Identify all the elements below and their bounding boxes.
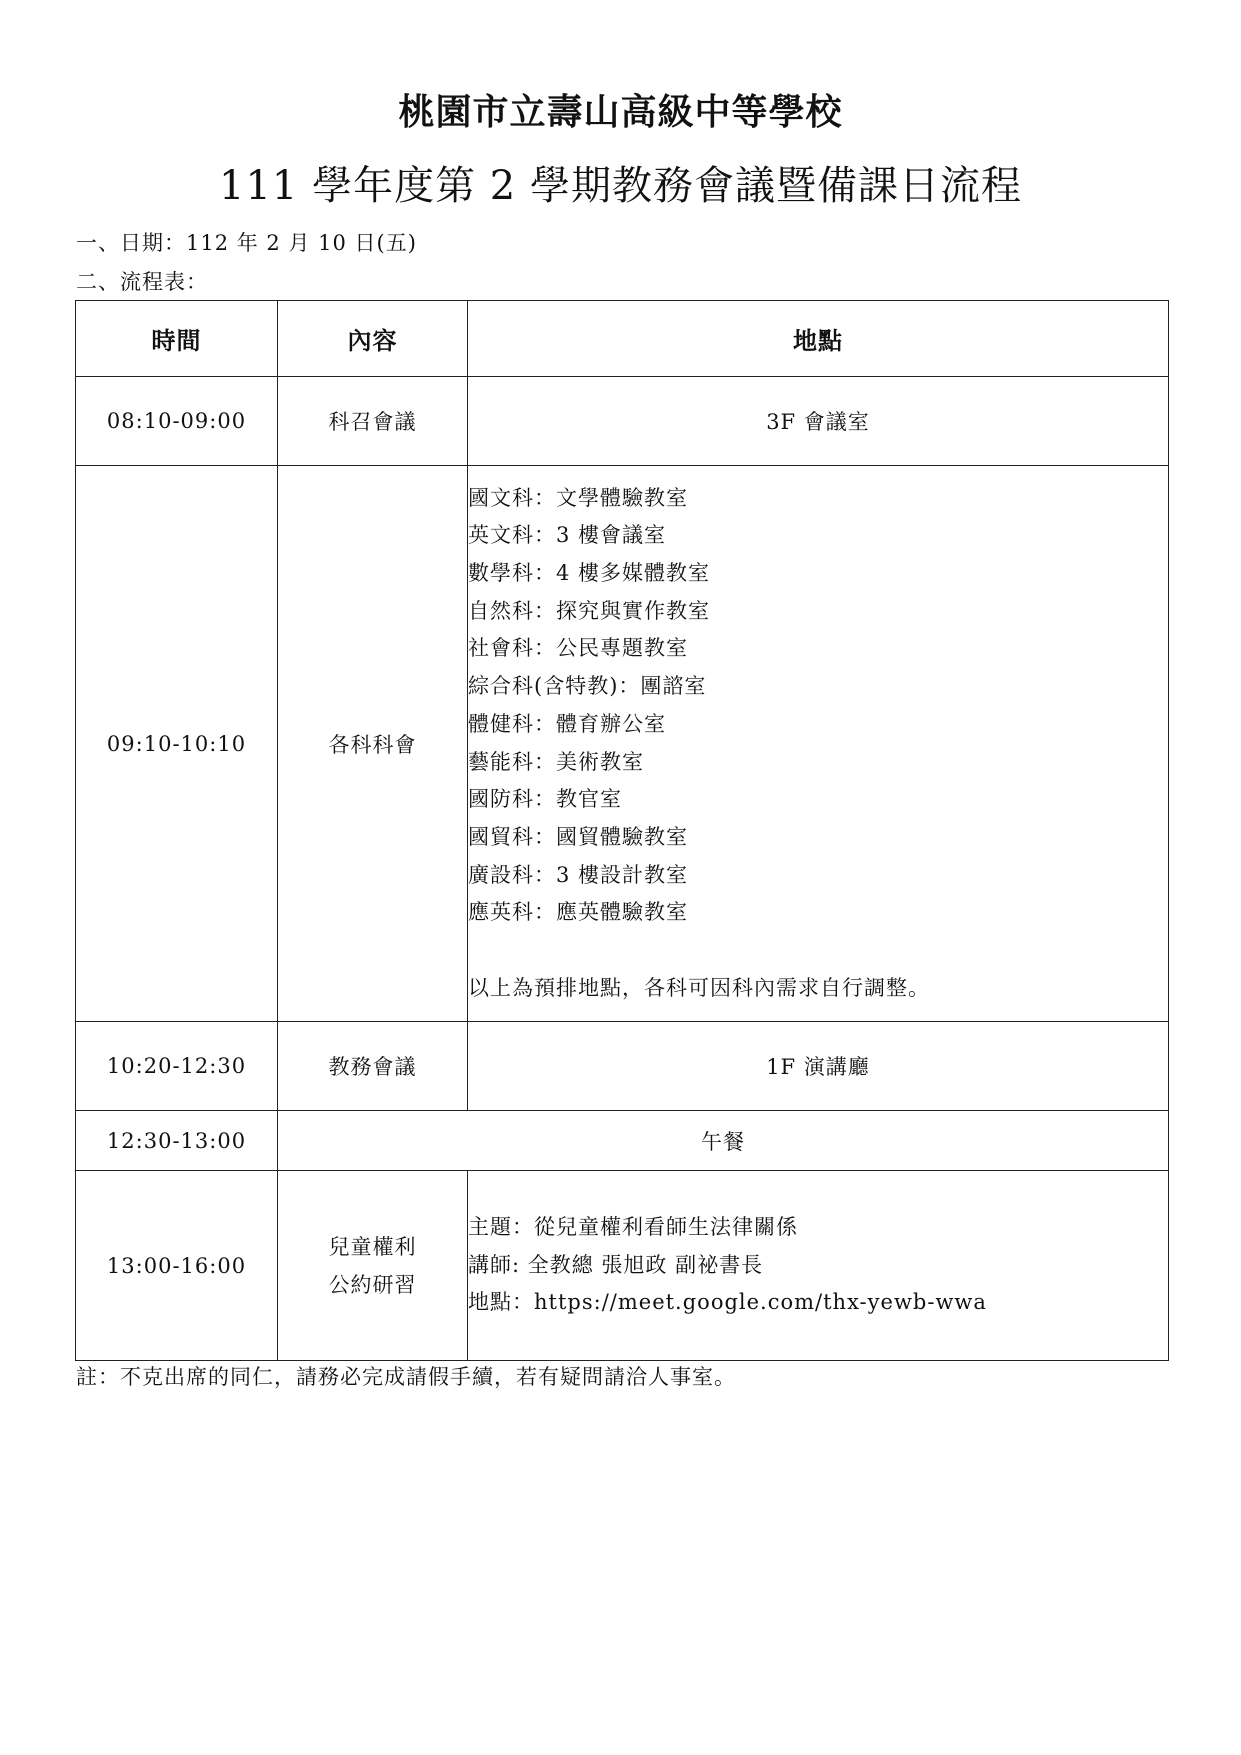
row-time: 09:10-10:10 [76, 466, 278, 1022]
content-line: 兒童權利 [328, 1234, 417, 1259]
content-line: 公約研習 [328, 1272, 417, 1297]
workshop-link[interactable]: 地點：https://meet.google.com/thx-yewb-wwa [468, 1290, 987, 1315]
department-location: 英文科：3 樓會議室 [468, 523, 667, 548]
row-place-list [468, 466, 1169, 1022]
flow-table-heading: 二、流程表： [76, 270, 208, 294]
workshop-topic: 主題：從兒童權利看師生法律關係 [468, 1214, 798, 1239]
footnote: 註：不克出席的同仁，請務必完成請假手續，若有疑問請洽人事室。 [76, 1365, 736, 1389]
meeting-title: 111 學年度第 2 學期教務會議暨備課日流程 [219, 163, 1022, 209]
department-location: 社會科：公民專題教室 [468, 636, 688, 661]
row-time: 13:00-16:00 [76, 1171, 278, 1361]
department-location: 綜合科(含特教)：團諮室 [468, 674, 707, 699]
department-location: 廣設科：3 樓設計教室 [468, 862, 689, 887]
row-content [278, 1171, 468, 1361]
header-time: 時間 [76, 301, 278, 377]
department-location: 國貿科：國貿體驗教室 [468, 824, 688, 849]
date-line: 一、日期：112 年 2 月 10 日(五) [76, 231, 417, 255]
row-time: 10:20-12:30 [76, 1022, 278, 1111]
department-location: 數學科：4 樓多媒體教室 [468, 560, 711, 585]
school-title: 桃園市立壽山高級中等學校 [398, 91, 843, 133]
row-place: 3F 會議室 [468, 377, 1169, 466]
table-row [76, 466, 1169, 1022]
department-location: 國防科：教官室 [468, 787, 622, 812]
workshop-speaker: 講師: 全教總 張旭政 副祕書長 [468, 1252, 764, 1277]
row-merged-content: 午餐 [278, 1111, 1169, 1171]
department-location: 自然科：探究與實作教室 [468, 598, 710, 623]
row-time: 12:30-13:00 [76, 1111, 278, 1171]
row-content: 各科科會 [278, 466, 468, 1022]
table-row [76, 377, 1169, 466]
row-place-details [468, 1171, 1169, 1361]
row-time: 08:10-09:00 [76, 377, 278, 466]
department-location: 藝能科：美術教室 [468, 749, 644, 774]
table-row [76, 1022, 1169, 1111]
table-row [76, 1171, 1169, 1361]
table-row [76, 1111, 1169, 1171]
row-place: 1F 演講廳 [468, 1022, 1169, 1111]
schedule-table [75, 300, 1169, 1361]
place-note: 以上為預排地點，各科可因科內需求自行調整。 [468, 975, 930, 1000]
department-location: 應英科：應英體驗教室 [468, 900, 688, 925]
department-location: 體健科：體育辦公室 [468, 711, 666, 736]
row-content: 科召會議 [278, 377, 468, 466]
header-place: 地點 [468, 301, 1169, 377]
row-content: 教務會議 [278, 1022, 468, 1111]
department-location: 國文科：文學體驗教室 [468, 485, 688, 510]
table-header-row [76, 301, 1169, 377]
spacer [468, 932, 1168, 970]
header-content: 內容 [278, 301, 468, 377]
